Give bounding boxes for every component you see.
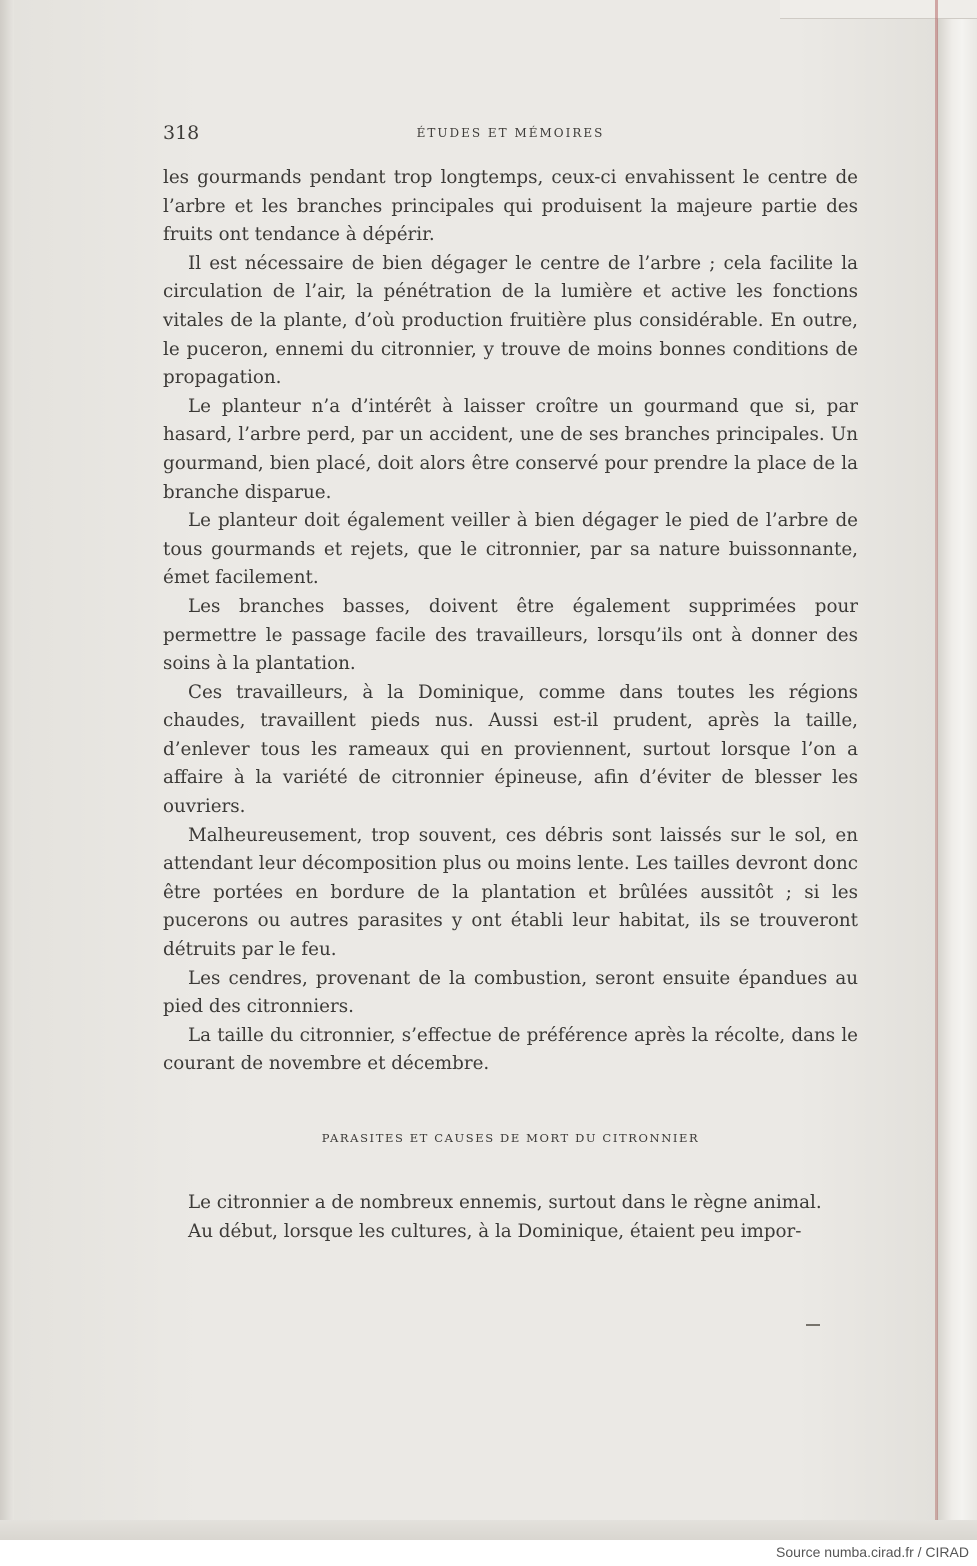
running-title: ÉTUDES ET MÉMOIRES (416, 126, 605, 140)
paragraph: Malheureusement, trop souvent, ces débris sont laissés sur le sol, en attendant leur décomposition plus ou moins lente. Les tailles devront donc être portées en bordure de la plantation et brûlées aussitôt ; si les pucerons ou autres parasites y ont établi leur habitat, ils se trouveront détruits par le feu. (163, 824, 858, 961)
binding-edge (935, 0, 938, 1540)
source-credit: Source numba.cirad.fr / CIRAD (776, 1544, 969, 1560)
page-stack-edge (937, 0, 977, 1540)
paragraph: Ces travailleurs, à la Dominique, comme dans toutes les régions chaudes, travaillent pieds nus. Aussi est-il prudent, après la taille, d’enlever tous les rameaux qui en proviennent, surtout lorsque l’on a affaire à la variété de citronnier épineuse, afin d’éviter de blesser les ouvriers. (163, 681, 858, 818)
paragraph: les gourmands pendant trop longtemps, ceux-ci envahissent le centre de l’arbre et les branches principales qui produisent la majeure partie des fruits ont tendance à dépérir. (163, 167, 858, 246)
next-page-corner (780, 0, 977, 19)
paragraph: Les cendres, provenant de la combustion, seront ensuite épandues au pied des citronniers. (163, 967, 858, 1018)
paragraph: Il est nécessaire de bien dégager le centre de l’arbre ; cela facilite la circulation de l’air, la pénétration de la lumière et active les fonctions vitales de la plante, d’où production fruitière plus considérable. En outre, le puceron, ennemi du citronnier, y trouve de moins bonnes conditions de propagation. (163, 252, 858, 389)
page-number: 318 (163, 122, 200, 144)
page-bottom-edge (0, 1520, 977, 1540)
paragraph: Le planteur doit également veiller à bien dégager le pied de l’arbre de tous gourmands et rejets, que le citronnier, par sa nature buissonnante, émet facilement. (163, 510, 858, 589)
body-text (163, 164, 858, 1079)
paragraph: Les branches basses, doivent être également supprimées pour permettre le passage facile des travailleurs, lorsqu’ils ont à donner des soins à la plantation. (163, 595, 858, 675)
paragraph: Le citronnier a de nombreux ennemis, surtout dans le règne animal. (188, 1192, 822, 1213)
gutter-shadow (0, 0, 14, 1540)
section-heading: PARASITES ET CAUSES DE MORT DU CITRONNIER (321, 1131, 700, 1145)
section-body-text (163, 1189, 858, 1246)
paragraph: Le planteur n’a d’intérêt à laisser croître un gourmand que si, par hasard, l’arbre perd, par un accident, une de ses branches principales. Un gourmand, bien placé, doit alors être conservé pour prendre la place de la branche disparue. (163, 395, 858, 503)
running-header (163, 122, 858, 146)
paragraph: La taille du citronnier, s’effectue de préférence après la récolte, dans le courant de novembre et décembre. (163, 1024, 858, 1075)
paragraph: Au début, lorsque les cultures, à la Dominique, étaient peu impor- (188, 1220, 802, 1242)
catchword-dash (806, 1324, 820, 1326)
